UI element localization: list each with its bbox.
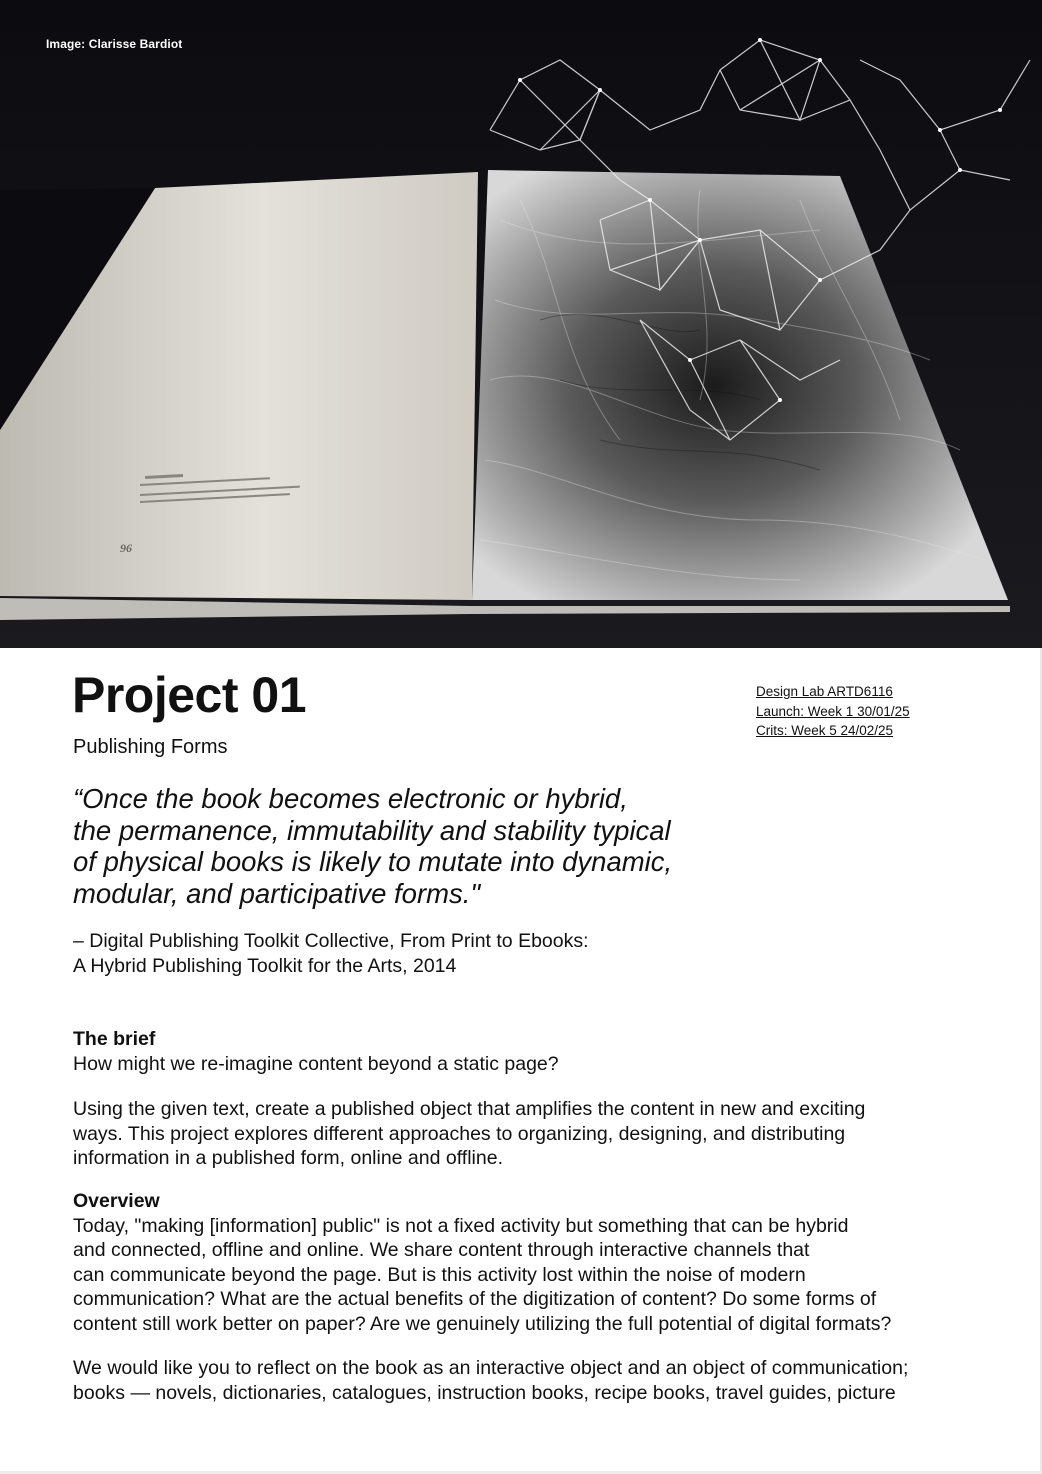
image-credit: Image: Clarisse Bardiot <box>46 37 183 51</box>
paragraph-line: We would like you to reflect on the book as an interactive object and an object of communication; <box>73 1357 909 1379</box>
page-number: 96 <box>120 541 132 555</box>
brief-question: How might we re-imagine content beyond a static page? <box>73 1052 559 1075</box>
crits-date: Crits: Week 5 24/02/25 <box>756 723 894 738</box>
quote-line: “Once the book becomes electronic or hybrid, <box>73 783 628 814</box>
quote-line: modular, and participative forms." <box>73 877 481 909</box>
paragraph-line: can communicate beyond the page. But is this activity lost within the noise of modern <box>73 1263 806 1286</box>
paragraph-line: books — novels, dictionaries, catalogues, instruction books, recipe books, travel guides, picture <box>73 1381 896 1404</box>
page-subtitle: Publishing Forms <box>73 736 228 758</box>
paragraph-line: content still work better on paper? Are we genuinely utilizing the full potential of digital formats? <box>73 1312 892 1335</box>
hero-image <box>0 0 1042 648</box>
brief-paragraph <box>73 1097 973 1171</box>
paragraph-line: and connected, offline and online. We share content through interactive channels that <box>73 1239 810 1261</box>
paragraph-line: communication? What are the actual benefits of the digitization of content? Do some forms of <box>73 1288 877 1310</box>
pull-quote <box>73 783 713 909</box>
brief-section <box>73 1027 973 1076</box>
brief-heading: The brief <box>73 1028 156 1050</box>
quote-attribution <box>73 929 589 979</box>
paragraph-line: Today, "making [information] public" is not a fixed activity but something that can be hybrid <box>73 1214 849 1237</box>
attribution-line: A Hybrid Publishing Toolkit for the Arts, 2014 <box>73 955 457 977</box>
open-book-illustration <box>0 0 1042 648</box>
course-code: Design Lab ARTD6116 <box>756 684 893 699</box>
course-meta <box>756 682 910 741</box>
quote-line: the permanence, immutability and stability typical <box>73 814 671 846</box>
overview-section <box>73 1189 993 1336</box>
page-title: Project 01 <box>72 667 307 723</box>
overview-heading: Overview <box>73 1190 160 1212</box>
attribution-line: – Digital Publishing Toolkit Collective, From Print to Ebooks: <box>73 930 589 952</box>
paragraph-line: ways. This project explores different approaches to organizing, designing, and distributing <box>73 1122 846 1145</box>
quote-line: of physical books is likely to mutate into dynamic, <box>73 846 673 877</box>
paragraph-line: information in a published form, online and offline. <box>73 1147 503 1169</box>
overview-paragraph-2 <box>73 1356 1003 1405</box>
paragraph-line: Using the given text, create a published object that amplifies the content in new and exciting <box>73 1098 866 1120</box>
launch-date: Launch: Week 1 30/01/25 <box>756 703 910 719</box>
